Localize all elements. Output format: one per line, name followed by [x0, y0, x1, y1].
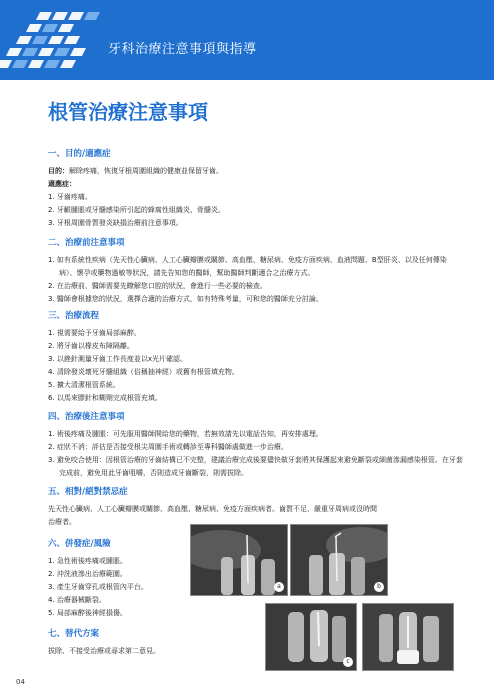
list-item: 2. 將牙齒以橡皮布障隔離。 [48, 342, 134, 350]
list-item: 4. 治療器械斷裂。 [48, 596, 106, 604]
section-heading: 五、相對/絕對禁忌症 [48, 487, 128, 497]
section-complications [48, 537, 188, 620]
purpose-text: 解除疼痛，恢復牙根周圍組織的健康並保留牙齒。 [69, 167, 223, 175]
xray-image-c [265, 603, 357, 671]
header-title: 牙科治療注意事項與指導 [108, 42, 257, 57]
section-heading: 七、替代方案 [48, 629, 100, 639]
list-item: 1. 視需要給予牙齒局部麻醉。 [48, 329, 141, 337]
list-item: 3. 以銼針測量牙齒工作長度並以x光片確認。 [48, 355, 188, 363]
page-title: 根管治療注意事項 [48, 100, 208, 124]
section-post-treatment [48, 410, 463, 480]
list-item: 2. 牙齦腫脹或牙髓感染所引起的蜂窩性組織炎、骨髓炎。 [48, 206, 225, 214]
section-alternatives [48, 627, 218, 658]
list-item: 6. 以馬來膠針和糊劑完成根管充填。 [48, 394, 162, 402]
list-item: 3. 牙根周圍骨質發炎缺損治療前注意事項。 [48, 219, 183, 227]
header-bar [0, 0, 494, 80]
purpose-line [48, 165, 464, 178]
xray-label: a [274, 582, 284, 592]
section-heading: 四、治療後注意事項 [48, 412, 125, 422]
list-item: 3. 醫師會根據您的狀況，選擇合適的治療方式，如有特殊考量，可和您的醫師充分討論。 [48, 295, 323, 303]
list-item: 1. 急性術後疼痛或腫脹。 [48, 557, 127, 565]
purpose-label: 目的： [48, 167, 69, 175]
page-number: 04 [16, 678, 25, 686]
xray-image-b [290, 524, 388, 596]
list-item: 2. 症狀不消：評估是否接受根尖周圍手術或轉診至專科醫師處做進一步治療。 [48, 443, 288, 451]
list-item: 5. 擴大清潔根管系統。 [48, 381, 120, 389]
list-item: 1. 術後疼痛及腫脹：可先服用醫師開給您的藥物，若無效請先以電話告知，再安排處理。 [48, 430, 323, 438]
list-item: 4. 清除發炎壞死牙髓組織（俗稱抽神經）或舊有根管填充物。 [48, 368, 239, 376]
xray-image-a [190, 524, 288, 596]
section-pre-treatment [48, 236, 463, 306]
alternatives-text: 拔除、不接受治療或尋求第二意見。 [48, 647, 160, 655]
list-item: 3. 避免咬合使用：因根管治療的牙齒結構已不完整，建議治療完成後要儘快做牙套將其保護起來避免斷裂或細菌滲漏感染根管。在牙套完成前，避免用此牙齒咀嚼，否則造成牙齒斷裂，則需拔除。 [48, 456, 463, 477]
section-procedure [48, 309, 464, 405]
contraindication-text: 先天性心臟病、人工心臟瓣膜或關節、高血壓、糖尿病、免疫方面疾病者。齒質不足、嚴重牙周病或沒時間治療者。 [48, 505, 377, 526]
list-item: 5. 局部麻醉後神經損傷。 [48, 609, 127, 617]
section-heading: 三、治療流程 [48, 311, 100, 321]
section-purpose [48, 147, 464, 230]
list-item: 3. 產生牙齒穿孔或根管內平台。 [48, 583, 148, 591]
list-item: 1. 如有系統性疾病（先天性心臟病、人工心臟瓣膜或關節、高血壓、糖尿病、免疫方面疾病、血液問題、B型肝炎、以及任何傳染病）、懷孕或藥物過敏等狀況，請先告知您的醫師，幫助醫師判斷適合之治療方式。 [48, 256, 447, 277]
xray-image-d [362, 603, 454, 671]
indication-label: 適應症： [48, 180, 76, 188]
section-heading: 二、治療前注意事項 [48, 238, 125, 248]
section-contraindications [48, 485, 378, 529]
list-item: 2. 沖洗液滲出治療範圍。 [48, 570, 127, 578]
section-heading: 一、目的/適應症 [48, 149, 111, 159]
list-item: 1. 牙齒疼痛。 [48, 193, 92, 201]
blue-mosaic-graphic [0, 8, 110, 78]
xray-label: c [343, 657, 353, 667]
xray-label: b [374, 582, 384, 592]
list-item: 2. 在治療前，醫師需要先瞭解您口腔的狀況，會進行一些必要的檢查。 [48, 282, 267, 290]
section-heading: 六、併發症/風險 [48, 539, 111, 549]
